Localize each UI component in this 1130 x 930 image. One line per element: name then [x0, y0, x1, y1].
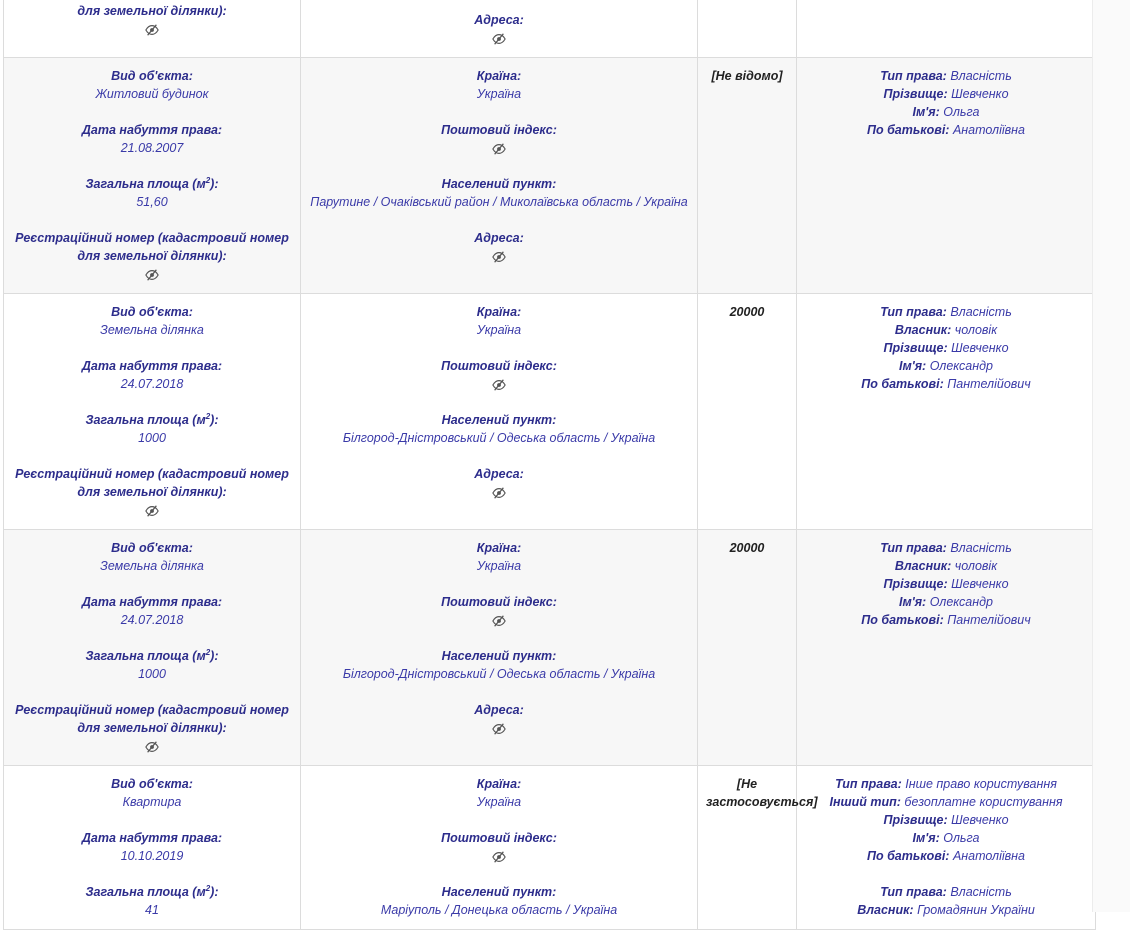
country-value: Україна: [476, 87, 522, 101]
patronymic-label: По батькові:: [861, 377, 944, 391]
eye-slash-icon[interactable]: [145, 23, 159, 37]
other-type-label: Інший тип:: [829, 795, 901, 809]
owner-label: Власник:: [894, 559, 952, 573]
right-type-label: Тип права:: [880, 305, 947, 319]
right-type-value: Власність: [950, 885, 1012, 899]
object-type-label: Вид об'єкта:: [111, 69, 193, 83]
locality-value: Парутине / Очаківський район / Миколаївська область / Україна: [310, 195, 688, 209]
address-label: Адреса:: [474, 703, 524, 717]
surname-label: Прізвище:: [883, 577, 948, 591]
right-type-value: Власність: [950, 541, 1012, 555]
reg-number-label: для земельної ділянки):: [77, 4, 227, 18]
acquired-label: Дата набуття права:: [81, 595, 223, 609]
surname-value: Шевченко: [951, 341, 1009, 355]
area-label: Загальна площа $(м^2)$:: [85, 647, 219, 663]
acquired-label: Дата набуття права:: [81, 831, 223, 845]
eye-slash-icon[interactable]: [492, 614, 506, 628]
address-label: Адреса:: [474, 13, 524, 27]
object-type-value: Земельна ділянка: [100, 323, 204, 337]
table-row: [4, 530, 1096, 766]
eye-slash-icon[interactable]: [145, 268, 159, 282]
name-value: Ольга: [943, 105, 980, 119]
object-type-label: Вид об'єкта:: [111, 777, 193, 791]
object-cell: [4, 530, 301, 766]
table-row: [4, 766, 1096, 930]
name-value: Ольга: [943, 831, 980, 845]
country-label: Країна:: [476, 305, 522, 319]
owner-label: Власник:: [857, 903, 914, 917]
owner-value: чоловік: [954, 559, 998, 573]
location-cell: [301, 294, 698, 530]
eye-slash-icon[interactable]: [492, 142, 506, 156]
cost-value: [Не застосовується]: [706, 777, 818, 809]
eye-slash-icon[interactable]: [492, 722, 506, 736]
acquired-value: 24.07.2018: [120, 377, 184, 391]
area-label: Загальна площа $(м^2)$:: [85, 883, 219, 899]
patronymic-value: Пантелійович: [947, 613, 1031, 627]
locality-label: Населений пункт:: [441, 885, 557, 899]
country-label: Країна:: [476, 777, 522, 791]
surname-label: Прізвище:: [883, 813, 948, 827]
table-row: [4, 58, 1096, 294]
right-type-label: Тип права:: [835, 777, 902, 791]
locality-value: Білгород-Дністровський / Одеська область / Україна: [342, 667, 656, 681]
surname-value: Шевченко: [951, 87, 1009, 101]
patronymic-label: По батькові:: [861, 613, 944, 627]
patronymic-value: Анатоліївна: [952, 849, 1026, 863]
reg-number-label: Реєстраційний номер (кадастровий номер для земельної ділянки):: [15, 231, 289, 263]
area-value: 1000: [138, 667, 166, 681]
rights-cell: [797, 58, 1096, 294]
country-label: Країна:: [476, 69, 522, 83]
object-cell: [4, 294, 301, 530]
address-label: Адреса:: [474, 467, 524, 481]
right-type-value: Інше право користування: [905, 777, 1057, 791]
rights-cell: [797, 294, 1096, 530]
postal-label: Поштовий індекс:: [441, 595, 557, 609]
eye-slash-icon[interactable]: [492, 378, 506, 392]
name-label: Ім'я:: [899, 595, 927, 609]
area-label: Загальна площа $(м^2)$:: [85, 411, 219, 427]
eye-slash-icon[interactable]: [492, 850, 506, 864]
object-cell: [4, 58, 301, 294]
patronymic-label: По батькові:: [866, 123, 950, 137]
object-cell: [4, 766, 301, 930]
area-label: Загальна площа $(м^2)$:: [85, 175, 219, 191]
right-type-value: Власність: [950, 305, 1012, 319]
object-type-value: Житловий будинок: [95, 87, 209, 101]
postal-label: Поштовий індекс:: [441, 123, 557, 137]
cost-cell: [698, 530, 797, 766]
other-type-value: безоплатне користування: [904, 795, 1063, 809]
country-label: Країна:: [476, 541, 522, 555]
right-type-label: Тип права:: [880, 69, 947, 83]
table-row: [4, 0, 1096, 58]
country-value: Україна: [476, 559, 522, 573]
locality-value: Білгород-Дністровський / Одеська область / Україна: [342, 431, 656, 445]
object-type-label: Вид об'єкта:: [111, 305, 193, 319]
eye-slash-icon[interactable]: [492, 32, 506, 46]
acquired-value: 21.08.2007: [120, 141, 184, 155]
eye-slash-icon[interactable]: [492, 250, 506, 264]
surname-label: Прізвище:: [883, 87, 948, 101]
cost-cell: [698, 0, 797, 58]
locality-label: Населений пункт:: [441, 177, 557, 191]
postal-label: Поштовий індекс:: [441, 831, 557, 845]
owner-value: Громадянин України: [917, 903, 1035, 917]
right-type-value: Власність: [950, 69, 1012, 83]
cost-cell: [698, 294, 797, 530]
patronymic-value: Анатоліївна: [952, 123, 1026, 137]
reg-number-label: Реєстраційний номер (кадастровий номер для земельної ділянки):: [15, 703, 289, 735]
area-value: 41: [145, 903, 159, 917]
patronymic-value: Пантелійович: [947, 377, 1031, 391]
location-cell: [301, 766, 698, 930]
eye-slash-icon[interactable]: [145, 504, 159, 518]
acquired-label: Дата набуття права:: [81, 359, 223, 373]
area-value: 51,60: [136, 195, 168, 209]
surname-value: Шевченко: [951, 813, 1009, 827]
surname-label: Прізвище:: [883, 341, 948, 355]
right-type-label: Тип права:: [880, 541, 947, 555]
name-value: Олександр: [929, 595, 993, 609]
object-cell: [4, 0, 301, 58]
location-cell: [301, 58, 698, 294]
cost-value: 20000: [729, 541, 765, 555]
acquired-value: 24.07.2018: [120, 613, 184, 627]
cost-cell: [698, 58, 797, 294]
name-value: Олександр: [929, 359, 993, 373]
rights-cell: [797, 530, 1096, 766]
postal-label: Поштовий індекс:: [441, 359, 557, 373]
rights-cell: [797, 0, 1096, 58]
name-label: Ім'я:: [912, 105, 940, 119]
cost-cell: [698, 766, 818, 930]
country-value: Україна: [476, 795, 522, 809]
location-cell: [301, 530, 698, 766]
location-cell: [301, 0, 698, 58]
rights-cell: [797, 766, 1096, 930]
address-label: Адреса:: [474, 231, 524, 245]
eye-slash-icon[interactable]: [492, 486, 506, 500]
owner-label: Власник:: [894, 323, 952, 337]
owner-value: чоловік: [954, 323, 998, 337]
name-label: Ім'я:: [899, 359, 927, 373]
acquired-value: 10.10.2019: [120, 849, 184, 863]
name-label: Ім'я:: [912, 831, 940, 845]
surname-value: Шевченко: [951, 577, 1009, 591]
cost-value: 20000: [729, 305, 765, 319]
cost-value: [Не відомо]: [711, 69, 783, 83]
patronymic-label: По батькові:: [866, 849, 950, 863]
object-type-value: Квартира: [122, 795, 182, 809]
locality-value: Маріуполь / Донецька область / Україна: [380, 903, 618, 917]
assets-table: [3, 0, 1096, 930]
object-type-label: Вид об'єкта:: [111, 541, 193, 555]
locality-label: Населений пункт:: [441, 413, 557, 427]
country-value: Україна: [476, 323, 522, 337]
area-value: 1000: [138, 431, 166, 445]
scrollbar[interactable]: [1092, 0, 1130, 912]
table-row: [4, 294, 1096, 530]
eye-slash-icon[interactable]: [145, 740, 159, 754]
locality-label: Населений пункт:: [441, 649, 557, 663]
acquired-label: Дата набуття права:: [81, 123, 223, 137]
object-type-value: Земельна ділянка: [100, 559, 204, 573]
right-type-label: Тип права:: [880, 885, 947, 899]
reg-number-label: Реєстраційний номер (кадастровий номер для земельної ділянки):: [15, 467, 289, 499]
